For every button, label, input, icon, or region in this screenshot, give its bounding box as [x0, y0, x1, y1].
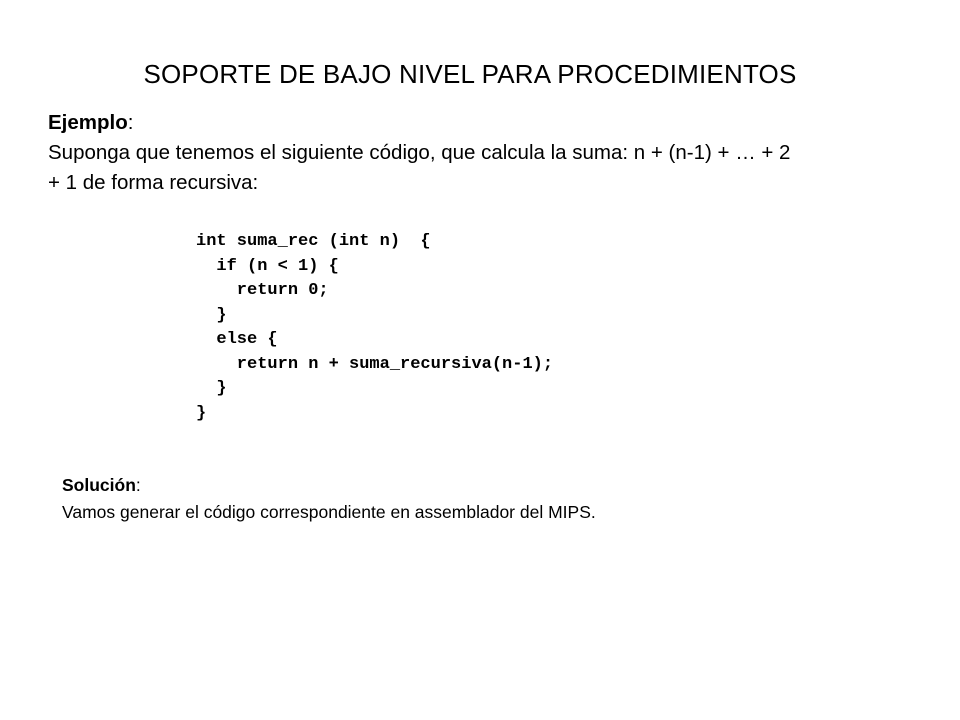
example-colon: : [127, 111, 134, 134]
example-heading [48, 108, 928, 138]
code-line: if (n < 1) { [196, 256, 339, 276]
solution-text: Vamos generar el código correspondiente en assemblador del MIPS. [62, 502, 596, 522]
code-line: } [196, 403, 207, 423]
code-block [196, 230, 553, 426]
example-description-line-2: + 1 de forma recursiva: [48, 171, 259, 194]
code-line: return n + suma_recursiva(n-1); [196, 354, 554, 374]
slide-title: SOPORTE DE BAJO NIVEL PARA PROCEDIMIENTOS [143, 59, 797, 89]
code-line: } [196, 305, 227, 325]
code-line: } [196, 379, 227, 398]
example-label: Ejemplo [48, 111, 128, 134]
solution-section [62, 472, 922, 526]
solution-label: Solución [62, 475, 136, 495]
code-line: return 0; [196, 281, 329, 300]
example-description-line-1: Suponga que tenemos el siguiente código, que calcula la suma: n + (n-1) + … + 2 [48, 141, 791, 164]
code-line: int suma_rec (int n) { [196, 232, 431, 251]
solution-colon: : [135, 475, 141, 495]
code-line: else { [196, 330, 278, 349]
example-section [48, 108, 928, 198]
solution-heading [62, 472, 922, 499]
